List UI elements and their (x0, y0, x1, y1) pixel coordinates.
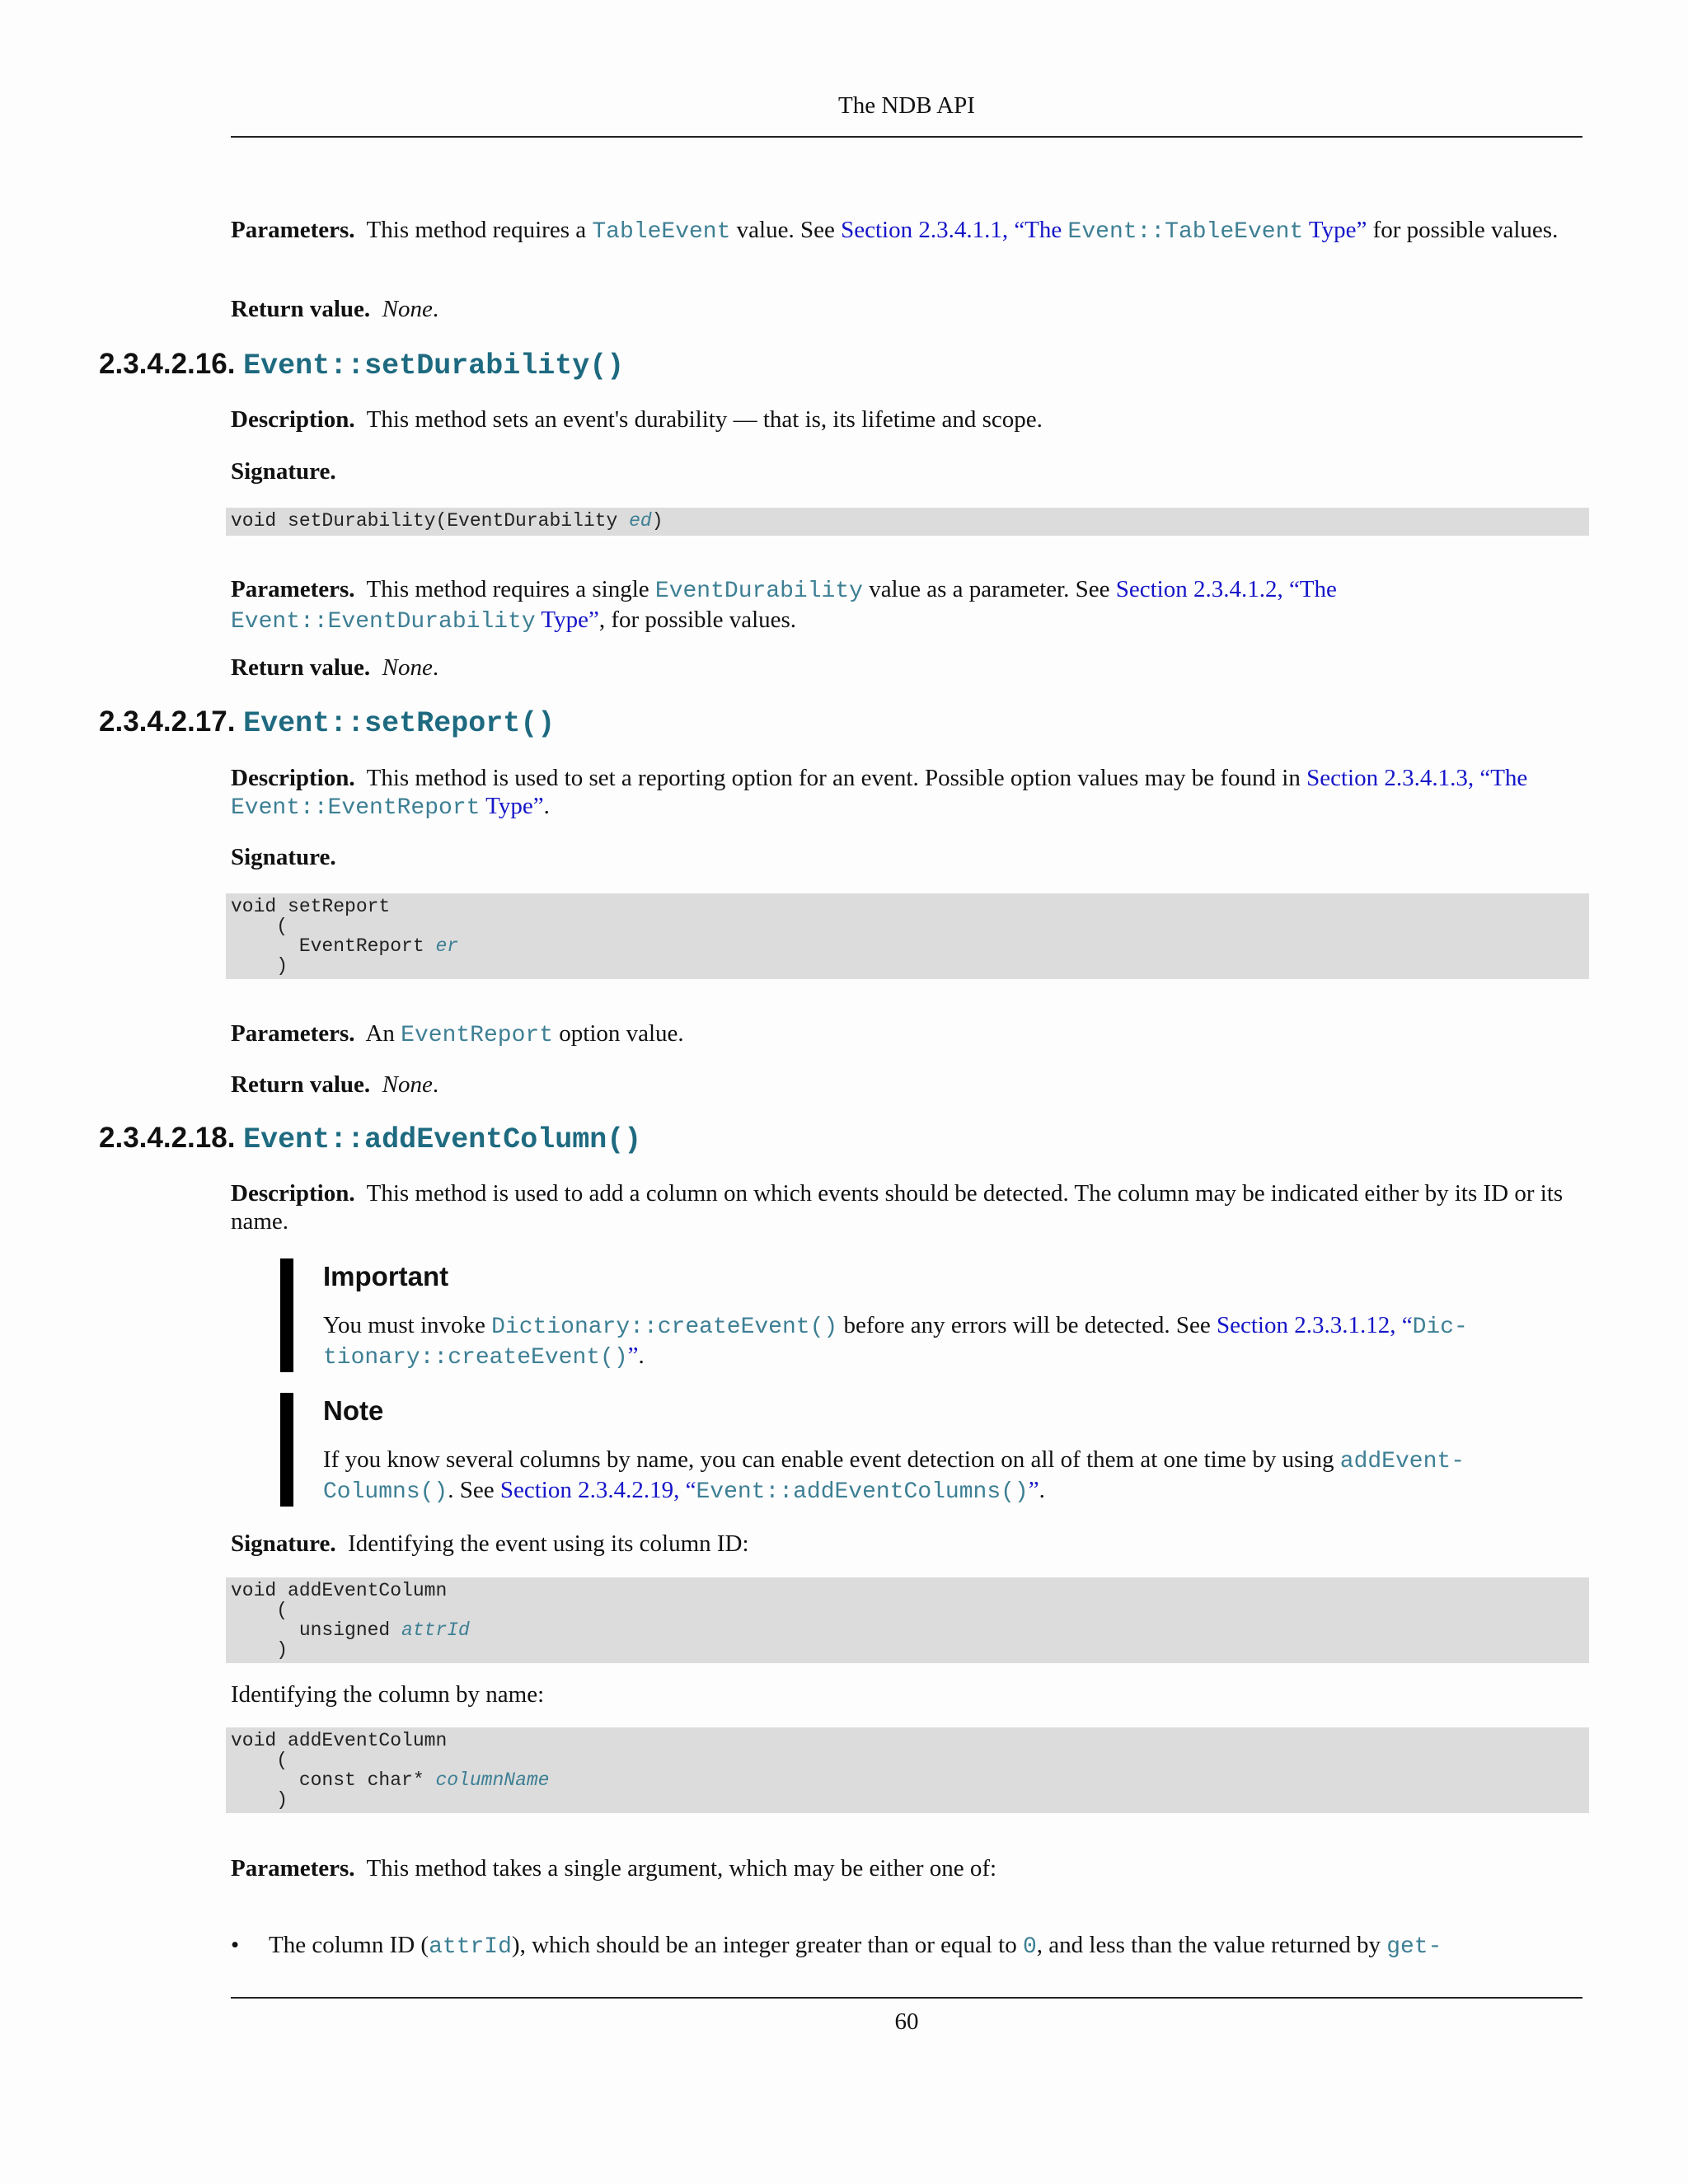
note-admonition (280, 1393, 1582, 1507)
code-create-event: Dictionary::createEvent() (491, 1315, 838, 1340)
heading-add-event-column (99, 1122, 1582, 1156)
set-report-return: Return value. None. (231, 1071, 439, 1098)
code-arg: columnName (435, 1769, 550, 1791)
set-durability-return: Return value. None. (231, 654, 439, 681)
section-title: Event::setDurability() (243, 349, 625, 382)
set-durability-signature-label: Signature. (231, 458, 336, 485)
set-report-signature-label: Signature. (231, 844, 336, 870)
code-block-set-report: void setReport ( EventReport er ) (226, 893, 1589, 979)
heading-set-durability (99, 348, 1582, 382)
header-rule (231, 136, 1582, 138)
page-number: 60 (894, 2008, 919, 2035)
return-none: None (382, 296, 433, 322)
section-number: 2.3.4.2.16. (99, 348, 236, 380)
running-header: The NDB API (838, 92, 975, 119)
important-title: Important (323, 1261, 449, 1291)
heading-set-report (99, 705, 1582, 740)
code-arg: attrId (401, 1619, 470, 1641)
description-text: This method sets an event's durability — that is, its lifetime and scope. (366, 406, 1043, 433)
bullet-dot: • (231, 1932, 240, 1958)
link-section-2-3-4-2-19[interactable]: Section 2.3.4.2.19, “Event::addEventColumns()” (499, 1477, 1039, 1505)
code-get: get- (1386, 1934, 1442, 1960)
important-body: You must invoke Dictionary::createEvent() before any errors will be detected. See Section 2.3.3.1.12, “Dic-tionary::createEvent()”. (323, 1312, 1468, 1371)
intro-parameters (231, 216, 1582, 246)
code-block-set-durability: void setDurability(EventDurability ed) (226, 508, 1589, 536)
section-title: Event::setReport() (243, 707, 556, 740)
link-section-2-3-3-1-12[interactable]: Section 2.3.3.1.12, “Dic-tionary::createEvent()” (323, 1312, 1468, 1371)
link-section-2-3-4-1-1[interactable]: Section 2.3.4.1.1, “The Event::TableEvent Type” (841, 217, 1367, 245)
list-item-text: The column ID (attrId), which should be an integer greater than or equal to 0, and less than the value returned by get- (269, 1932, 1442, 1960)
code-arg: er (435, 935, 459, 957)
set-durability-description (231, 405, 1582, 434)
section-number: 2.3.4.2.18. (99, 1122, 236, 1154)
link-section-2-3-4-1-2[interactable]: Section 2.3.4.1.2, “The Event::EventDurability Type” (231, 576, 1337, 635)
parameters-label: Parameters. (231, 576, 355, 602)
code-add-event-columns: addEvent-Columns() (323, 1449, 1465, 1505)
code-tableevent: TableEvent (592, 219, 731, 245)
code-arg: ed (629, 510, 652, 532)
text: This method requires a (366, 217, 593, 243)
important-admonition (280, 1258, 1582, 1372)
code-zero: 0 (1022, 1934, 1037, 1960)
note-title: Note (323, 1395, 384, 1426)
code-eventdurability: EventDurability (654, 579, 863, 604)
text: for possible values. (1367, 217, 1559, 243)
identify-by-name-text: Identifying the column by name: (231, 1681, 545, 1708)
return-label: Return value. (231, 296, 371, 322)
intro-return-value: Return value. None. (231, 296, 439, 322)
section-title: Event::addEventColumn() (243, 1123, 642, 1156)
code-eventreport: EventReport (401, 1023, 554, 1048)
add-event-column-parameters: Parameters. This method takes a single argument, which may be either one of: (231, 1855, 997, 1882)
add-event-column-signature: Signature. Identifying the event using its column ID: (231, 1530, 749, 1557)
description-label: Description. (231, 406, 355, 433)
section-number: 2.3.4.2.17. (99, 705, 236, 738)
parameters-label: Parameters. (231, 217, 355, 243)
code-block-by-name: void addEventColumn ( const char* columnName ) (226, 1727, 1589, 1813)
text: value. See (730, 217, 842, 243)
note-body: If you know several columns by name, you can enable event detection on all of them at one time by using addEvent-Columns(). See Section 2.3.4.2.19, “Event::addEventColumns()”. (323, 1446, 1465, 1505)
link-section-2-3-4-1-3[interactable]: Section 2.3.4.1.3, “The Event::EventReport Type” (231, 765, 1528, 821)
set-report-description: Description. This method is used to set a reporting option for an event. Possible option values may be found in Section 2.3.4.1.3, “The Event::EventReport Type”. (231, 765, 1528, 821)
code-attrid: attrId (429, 1934, 512, 1960)
footer-rule (231, 1997, 1582, 1999)
code-block-by-id: void addEventColumn ( unsigned attrId ) (226, 1577, 1589, 1663)
set-report-parameters: Parameters. An EventReport option value. (231, 1020, 684, 1048)
set-durability-parameters: Parameters. This method requires a single EventDurability value as a parameter. See Section 2.3.4.1.2, “The Event::EventDurability Type”, for possible values. (231, 576, 1337, 635)
add-event-column-description: Description. This method is used to add a column on which events should be detected. The column may be indicated either by its ID or its name. (231, 1180, 1564, 1235)
